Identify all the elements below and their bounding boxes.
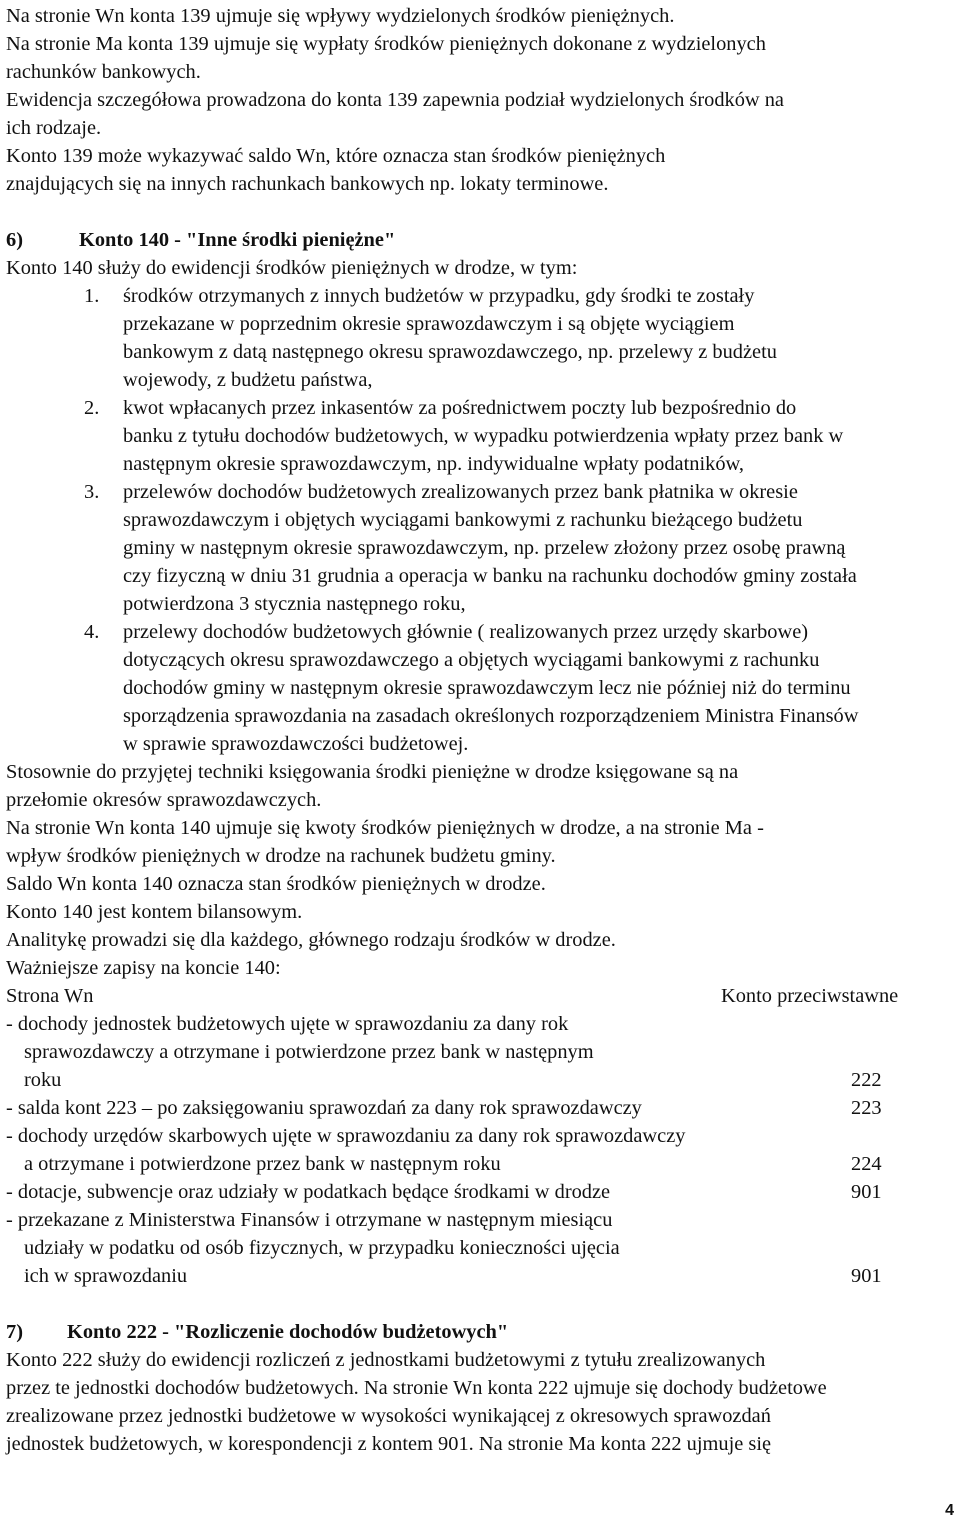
list-item-text: sprawozdawczym i objętych wyciągami bankowymi z rachunku bieżącego budżetu <box>123 509 803 531</box>
posting-row <box>6 1150 954 1178</box>
intro-line: Na stronie Wn konta 139 ujmuje się wpływy wydzielonych środków pieniężnych. <box>6 5 675 27</box>
posting-line: - przekazane z Ministerstwa Finansów i otrzymane w następnym miesiącu <box>6 1209 613 1231</box>
list-item-text: środków otrzymanych z innych budżetów w przypadku, gdy środki te zostały <box>123 285 755 307</box>
paragraph-line: przełomie okresów sprawozdawczych. <box>6 789 322 811</box>
posting-row <box>6 1066 954 1094</box>
paragraph-line: Ważniejsze zapisy na koncie 140: <box>6 957 281 979</box>
paragraph-line: wpływ środków pieniężnych w drodze na rachunek budżetu gminy. <box>6 845 556 867</box>
intro-line: rachunków bankowych. <box>6 61 201 83</box>
paragraph-line: przez te jednostki dochodów budżetowych. Na stronie Wn konta 222 ujmuje się dochody budżetowe <box>6 1377 827 1399</box>
list-item-text: przelewy dochodów budżetowych głównie ( realizowanych przez urzędy skarbowe) <box>123 621 809 643</box>
list-item-text: dotyczących okresu sprawozdawczego a objętych wyciągami bankowymi z rachunku <box>123 649 820 671</box>
posting-line: - dochody urzędów skarbowych ujęte w sprawozdaniu za dany rok sprawozdawczy <box>6 1125 686 1147</box>
list-item-text: przekazane w poprzednim okresie sprawozdawczym i są objęte wyciągiem <box>123 313 735 335</box>
list-item <box>6 618 954 646</box>
list-item-text: dochodów gminy w następnym okresie sprawozdawczym lecz nie później niż do terminu <box>123 677 851 699</box>
list-item-text: przelewów dochodów budżetowych zrealizowanych przez bank płatnika w okresie <box>123 481 798 503</box>
list-number: 4. <box>84 621 100 643</box>
paragraph-line: Konto 140 jest kontem bilansowym. <box>6 901 303 923</box>
posting-row <box>6 1262 954 1290</box>
posting-line: - dotacje, subwencje oraz udziały w podatkach będące środkami w drodze <box>6 1181 611 1203</box>
list-item-text: następnym okresie sprawozdawczym, np. indywidualne wpłaty podatników, <box>123 453 745 475</box>
list-item <box>6 282 954 310</box>
intro-line: Ewidencja szczegółowa prowadzona do konta 139 zapewnia podział wydzielonych środków na <box>6 89 784 111</box>
section-number: 6) <box>6 229 23 251</box>
list-number: 3. <box>84 481 100 503</box>
list-item-text: potwierdzona 3 stycznia następnego roku, <box>123 593 466 615</box>
section-7-heading <box>6 1318 954 1346</box>
section-6-heading <box>6 226 954 254</box>
list-item-text: bankowym z datą następnego okresu sprawozdawczego, np. przelewy z budżetu <box>123 341 777 363</box>
posting-line: udziały w podatku od osób fizycznych, w przypadku konieczności ujęcia <box>24 1237 620 1259</box>
list-number: 2. <box>84 397 100 419</box>
paragraph-line: jednostek budżetowych, w korespondencji z kontem 901. Na stronie Ma konta 222 ujmuje się <box>6 1433 772 1455</box>
paragraph-line: Konto 222 służy do ewidencji rozliczeń z jednostkami budżetowymi z tytułu zrealizowanych <box>6 1349 766 1371</box>
section-number: 7) <box>6 1321 23 1343</box>
intro-line: znajdujących się na innych rachunkach bankowych np. lokaty terminowe. <box>6 173 609 195</box>
list-item-text: wojewody, z budżetu państwa, <box>123 369 373 391</box>
paragraph-line: Na stronie Wn konta 140 ujmuje się kwoty środków pieniężnych w drodze, a na stronie Ma - <box>6 817 764 839</box>
paragraph-line: Saldo Wn konta 140 oznacza stan środków pieniężnych w drodze. <box>6 873 546 895</box>
page-number: 4 <box>945 1502 954 1519</box>
list-item-text: w sprawie sprawozdawczości budżetowej. <box>123 733 469 755</box>
posting-row <box>6 1178 954 1206</box>
section-title: Konto 222 - "Rozliczenie dochodów budżetowych" <box>67 1321 509 1343</box>
right-header: Konto przeciwstawne <box>721 985 899 1007</box>
posting-line: a otrzymane i potwierdzone przez bank w następnym roku <box>24 1153 501 1175</box>
paragraph-line: zrealizowane przez jednostki budżetowe w wysokości wynikającej z okresowych sprawozdań <box>6 1405 771 1427</box>
posting-line: - salda kont 223 – po zaksięgowaniu sprawozdań za dany rok sprawozdawczy <box>6 1097 642 1119</box>
paragraph-line: Stosownie do przyjętej techniki księgowania środki pieniężne w drodze księgowane są na <box>6 761 739 783</box>
intro-line: ich rodzaje. <box>6 117 102 139</box>
section-6-lead: Konto 140 służy do ewidencji środków pieniężnych w drodze, w tym: <box>6 257 578 279</box>
account-number: 901 <box>851 1181 882 1203</box>
account-number: 222 <box>851 1069 882 1091</box>
section-title: Konto 140 - "Inne środki pieniężne" <box>79 229 396 251</box>
account-number: 224 <box>851 1153 882 1175</box>
list-item-text: sporządzenia sprawozdania na zasadach określonych rozporządzeniem Ministra Finansów <box>123 705 859 727</box>
list-number: 1. <box>84 285 100 307</box>
posting-line: sprawozdawczy a otrzymane i potwierdzone przez bank w następnym <box>24 1041 594 1063</box>
spacer <box>6 198 954 226</box>
spacer <box>6 1290 954 1318</box>
document-page <box>6 2 954 1458</box>
list-item-text: czy fizyczną w dniu 31 grudnia a operacja w banku na rachunku dochodów gminy została <box>123 565 857 587</box>
list-item-text: gminy w następnym okresie sprawozdawczym, np. przelew złożony przez osobę prawną <box>123 537 846 559</box>
account-number: 901 <box>851 1265 882 1287</box>
posting-line: - dochody jednostek budżetowych ujęte w sprawozdaniu za dany rok <box>6 1013 569 1035</box>
left-header: Strona Wn <box>6 985 94 1007</box>
account-number: 223 <box>851 1097 882 1119</box>
posting-line: roku <box>24 1069 62 1091</box>
posting-line: ich w sprawozdaniu <box>24 1265 188 1287</box>
list-item-text: kwot wpłacanych przez inkasentów za pośrednictwem poczty lub bezpośrednio do <box>123 397 797 419</box>
paragraph-line: Analitykę prowadzi się dla każdego, głównego rodzaju środków w drodze. <box>6 929 616 951</box>
posting-row <box>6 1094 954 1122</box>
postings-header <box>6 982 954 1010</box>
list-item <box>6 478 954 506</box>
intro-line: Konto 139 może wykazywać saldo Wn, które oznacza stan środków pieniężnych <box>6 145 666 167</box>
list-item <box>6 394 954 422</box>
intro-line: Na stronie Ma konta 139 ujmuje się wypłaty środków pieniężnych dokonane z wydzielonych <box>6 33 766 55</box>
list-item-text: banku z tytułu dochodów budżetowych, w wypadku potwierdzenia wpłaty przez bank w <box>123 425 844 447</box>
